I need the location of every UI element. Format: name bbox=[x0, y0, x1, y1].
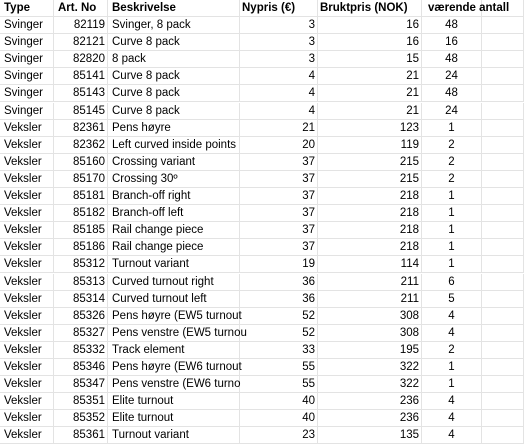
cell-nypris[interactable]: 36 bbox=[240, 274, 318, 290]
cell-beskrivelse[interactable]: Curve 8 pack bbox=[108, 34, 240, 50]
cell-antall[interactable]: 1 bbox=[422, 239, 482, 255]
empty-cell[interactable] bbox=[482, 325, 524, 341]
cell-nypris[interactable]: 3 bbox=[240, 51, 318, 67]
cell-bruktpris[interactable]: 308 bbox=[318, 325, 422, 341]
cell-art-no[interactable]: 85351 bbox=[54, 393, 108, 409]
cell-beskrivelse[interactable]: Pens venstre (EW5 turnou bbox=[108, 325, 240, 341]
cell-type[interactable]: Veksler bbox=[0, 376, 54, 392]
empty-cell[interactable] bbox=[482, 308, 524, 324]
cell-type[interactable]: Veksler bbox=[0, 325, 54, 341]
cell-antall[interactable]: 48 bbox=[422, 51, 482, 67]
table-row bbox=[0, 291, 524, 308]
cell-art-no[interactable]: 85327 bbox=[54, 325, 108, 341]
table-row bbox=[0, 359, 524, 376]
cell-type[interactable]: Veksler bbox=[0, 393, 54, 409]
cell-nypris[interactable]: 37 bbox=[240, 171, 318, 187]
cell-nypris[interactable]: 4 bbox=[240, 68, 318, 84]
cell-nypris[interactable]: 37 bbox=[240, 154, 318, 170]
header-nypris[interactable]: Nypris (€) bbox=[240, 0, 318, 16]
cell-type[interactable]: Veksler bbox=[0, 342, 54, 358]
empty-cell[interactable] bbox=[482, 0, 524, 16]
cell-art-no[interactable]: 85313 bbox=[54, 274, 108, 290]
cell-antall[interactable]: 1 bbox=[422, 222, 482, 238]
cell-antall[interactable]: 2 bbox=[422, 137, 482, 153]
cell-beskrivelse[interactable]: Curve 8 pack bbox=[108, 103, 240, 119]
cell-beskrivelse[interactable]: Pens høyre (EW5 turnout bbox=[108, 308, 240, 324]
cell-nypris[interactable]: 3 bbox=[240, 34, 318, 50]
empty-cell[interactable] bbox=[482, 85, 524, 101]
header-antall[interactable]: værende antall bbox=[422, 0, 482, 16]
table-row bbox=[0, 85, 524, 102]
cell-nypris[interactable]: 37 bbox=[240, 188, 318, 204]
cell-type[interactable]: Veksler bbox=[0, 171, 54, 187]
cell-antall[interactable]: 4 bbox=[422, 393, 482, 409]
cell-antall[interactable]: 2 bbox=[422, 171, 482, 187]
cell-bruktpris[interactable]: 218 bbox=[318, 205, 422, 221]
cell-type[interactable]: Svinger bbox=[0, 85, 54, 101]
cell-nypris[interactable]: 36 bbox=[240, 291, 318, 307]
cell-art-no[interactable]: 85314 bbox=[54, 291, 108, 307]
table-row bbox=[0, 325, 524, 342]
header-row bbox=[0, 0, 524, 17]
cell-bruktpris[interactable]: 218 bbox=[318, 222, 422, 238]
cell-antall[interactable]: 6 bbox=[422, 274, 482, 290]
cell-beskrivelse[interactable]: Branch-off left bbox=[108, 205, 240, 221]
cell-bruktpris[interactable]: 322 bbox=[318, 376, 422, 392]
cell-beskrivelse[interactable]: Curve 8 pack bbox=[108, 85, 240, 101]
cell-bruktpris[interactable]: 211 bbox=[318, 274, 422, 290]
cell-nypris[interactable]: 20 bbox=[240, 137, 318, 153]
cell-art-no[interactable]: 85170 bbox=[54, 171, 108, 187]
cell-beskrivelse[interactable]: Crossing variant bbox=[108, 154, 240, 170]
table-row bbox=[0, 137, 524, 154]
cell-antall[interactable]: 24 bbox=[422, 68, 482, 84]
cell-bruktpris[interactable]: 123 bbox=[318, 120, 422, 136]
cell-art-no[interactable]: 85312 bbox=[54, 256, 108, 272]
cell-type[interactable]: Svinger bbox=[0, 68, 54, 84]
cell-bruktpris[interactable]: 21 bbox=[318, 68, 422, 84]
cell-art-no[interactable]: 85346 bbox=[54, 359, 108, 375]
cell-type[interactable]: Veksler bbox=[0, 137, 54, 153]
cell-bruktpris[interactable]: 211 bbox=[318, 291, 422, 307]
cell-art-no[interactable]: 82362 bbox=[54, 137, 108, 153]
table-row bbox=[0, 308, 524, 325]
empty-cell[interactable] bbox=[482, 205, 524, 221]
cell-art-no[interactable]: 85361 bbox=[54, 427, 108, 443]
empty-cell[interactable] bbox=[482, 222, 524, 238]
cell-beskrivelse[interactable]: Curved turnout left bbox=[108, 291, 240, 307]
table-row bbox=[0, 154, 524, 171]
cell-beskrivelse[interactable]: Pens høyre (EW6 turnout bbox=[108, 359, 240, 375]
cell-bruktpris[interactable]: 119 bbox=[318, 137, 422, 153]
table-row bbox=[0, 103, 524, 120]
cell-art-no[interactable]: 85143 bbox=[54, 85, 108, 101]
cell-art-no[interactable]: 82121 bbox=[54, 34, 108, 50]
cell-antall[interactable]: 1 bbox=[422, 188, 482, 204]
cell-art-no[interactable]: 85141 bbox=[54, 68, 108, 84]
cell-bruktpris[interactable]: 21 bbox=[318, 85, 422, 101]
empty-cell[interactable] bbox=[482, 393, 524, 409]
cell-bruktpris[interactable]: 16 bbox=[318, 17, 422, 33]
cell-art-no[interactable]: 82820 bbox=[54, 51, 108, 67]
table-row bbox=[0, 188, 524, 205]
empty-cell[interactable] bbox=[482, 103, 524, 119]
table-row bbox=[0, 376, 524, 393]
cell-beskrivelse[interactable]: Turnout variant bbox=[108, 256, 240, 272]
cell-beskrivelse[interactable]: Rail change piece bbox=[108, 222, 240, 238]
table-row bbox=[0, 410, 524, 427]
cell-beskrivelse[interactable]: Crossing 30º bbox=[108, 171, 240, 187]
table-row bbox=[0, 34, 524, 51]
cell-type[interactable]: Svinger bbox=[0, 103, 54, 119]
cell-nypris[interactable]: 19 bbox=[240, 256, 318, 272]
cell-antall[interactable]: 2 bbox=[422, 342, 482, 358]
cell-nypris[interactable]: 40 bbox=[240, 393, 318, 409]
empty-cell[interactable] bbox=[482, 17, 524, 33]
table-row bbox=[0, 239, 524, 256]
cell-type[interactable]: Veksler bbox=[0, 222, 54, 238]
cell-bruktpris[interactable]: 15 bbox=[318, 51, 422, 67]
cell-nypris[interactable]: 37 bbox=[240, 205, 318, 221]
cell-beskrivelse[interactable]: Track element bbox=[108, 342, 240, 358]
cell-type[interactable]: Svinger bbox=[0, 51, 54, 67]
table-row bbox=[0, 120, 524, 137]
empty-cell[interactable] bbox=[482, 359, 524, 375]
cell-beskrivelse[interactable]: Curve 8 pack bbox=[108, 68, 240, 84]
cell-bruktpris[interactable]: 215 bbox=[318, 154, 422, 170]
cell-beskrivelse[interactable]: Rail change piece bbox=[108, 239, 240, 255]
cell-art-no[interactable]: 85332 bbox=[54, 342, 108, 358]
cell-antall[interactable]: 4 bbox=[422, 427, 482, 443]
cell-type[interactable]: Veksler bbox=[0, 239, 54, 255]
cell-antall[interactable]: 48 bbox=[422, 85, 482, 101]
header-type[interactable]: Type bbox=[0, 0, 54, 16]
cell-art-no[interactable]: 85347 bbox=[54, 376, 108, 392]
cell-type[interactable]: Veksler bbox=[0, 256, 54, 272]
empty-cell[interactable] bbox=[482, 291, 524, 307]
table-row bbox=[0, 393, 524, 410]
cell-art-no[interactable]: 85186 bbox=[54, 239, 108, 255]
cell-beskrivelse[interactable]: 8 pack bbox=[108, 51, 240, 67]
cell-beskrivelse[interactable]: Branch-off right bbox=[108, 188, 240, 204]
cell-nypris[interactable]: 55 bbox=[240, 359, 318, 375]
table-row bbox=[0, 222, 524, 239]
empty-cell[interactable] bbox=[482, 68, 524, 84]
cell-nypris[interactable]: 40 bbox=[240, 410, 318, 426]
cell-nypris[interactable]: 52 bbox=[240, 325, 318, 341]
cell-antall[interactable]: 2 bbox=[422, 154, 482, 170]
cell-nypris[interactable]: 55 bbox=[240, 376, 318, 392]
cell-art-no[interactable]: 85185 bbox=[54, 222, 108, 238]
cell-bruktpris[interactable]: 215 bbox=[318, 171, 422, 187]
empty-cell[interactable] bbox=[482, 239, 524, 255]
cell-bruktpris[interactable]: 218 bbox=[318, 239, 422, 255]
cell-bruktpris[interactable]: 16 bbox=[318, 34, 422, 50]
cell-antall[interactable]: 4 bbox=[422, 325, 482, 341]
cell-antall[interactable]: 24 bbox=[422, 103, 482, 119]
table-row bbox=[0, 51, 524, 68]
table-row bbox=[0, 274, 524, 291]
cell-art-no[interactable]: 82119 bbox=[54, 17, 108, 33]
cell-antall[interactable]: 1 bbox=[422, 359, 482, 375]
cell-antall[interactable]: 1 bbox=[422, 256, 482, 272]
cell-bruktpris[interactable]: 322 bbox=[318, 359, 422, 375]
cell-art-no[interactable]: 85181 bbox=[54, 188, 108, 204]
cell-nypris[interactable]: 52 bbox=[240, 308, 318, 324]
cell-type[interactable]: Veksler bbox=[0, 308, 54, 324]
cell-nypris[interactable]: 4 bbox=[240, 103, 318, 119]
cell-beskrivelse[interactable]: Pens venstre (EW6 turno bbox=[108, 376, 240, 392]
cell-bruktpris[interactable]: 236 bbox=[318, 410, 422, 426]
cell-art-no[interactable]: 82361 bbox=[54, 120, 108, 136]
cell-type[interactable]: Veksler bbox=[0, 427, 54, 443]
empty-cell[interactable] bbox=[482, 137, 524, 153]
header-art-no[interactable]: Art. No bbox=[54, 0, 108, 16]
table-row bbox=[0, 256, 524, 273]
cell-antall[interactable]: 1 bbox=[422, 376, 482, 392]
table-row bbox=[0, 68, 524, 85]
cell-beskrivelse[interactable]: Curved turnout right bbox=[108, 274, 240, 290]
empty-cell[interactable] bbox=[482, 274, 524, 290]
cell-beskrivelse[interactable]: Turnout variant bbox=[108, 427, 240, 443]
empty-cell[interactable] bbox=[482, 342, 524, 358]
table-row bbox=[0, 17, 524, 34]
header-beskrivelse[interactable]: Beskrivelse bbox=[108, 0, 240, 16]
empty-cell[interactable] bbox=[482, 51, 524, 67]
cell-art-no[interactable]: 85326 bbox=[54, 308, 108, 324]
empty-cell[interactable] bbox=[482, 120, 524, 136]
cell-nypris[interactable]: 4 bbox=[240, 85, 318, 101]
table-row bbox=[0, 171, 524, 188]
empty-cell[interactable] bbox=[482, 376, 524, 392]
cell-nypris[interactable]: 23 bbox=[240, 427, 318, 443]
cell-beskrivelse[interactable]: Elite turnout bbox=[108, 393, 240, 409]
cell-nypris[interactable]: 3 bbox=[240, 17, 318, 33]
cell-antall[interactable]: 5 bbox=[422, 291, 482, 307]
cell-type[interactable]: Veksler bbox=[0, 188, 54, 204]
cell-nypris[interactable]: 21 bbox=[240, 120, 318, 136]
cell-bruktpris[interactable]: 218 bbox=[318, 188, 422, 204]
cell-antall[interactable]: 16 bbox=[422, 34, 482, 50]
cell-type[interactable]: Svinger bbox=[0, 34, 54, 50]
cell-nypris[interactable]: 37 bbox=[240, 239, 318, 255]
cell-type[interactable]: Veksler bbox=[0, 274, 54, 290]
cell-nypris[interactable]: 33 bbox=[240, 342, 318, 358]
cell-bruktpris[interactable]: 114 bbox=[318, 256, 422, 272]
cell-type[interactable]: Veksler bbox=[0, 410, 54, 426]
cell-type[interactable]: Veksler bbox=[0, 291, 54, 307]
cell-art-no[interactable]: 85145 bbox=[54, 103, 108, 119]
empty-cell[interactable] bbox=[482, 171, 524, 187]
cell-type[interactable]: Veksler bbox=[0, 154, 54, 170]
cell-type[interactable]: Veksler bbox=[0, 205, 54, 221]
empty-cell[interactable] bbox=[482, 34, 524, 50]
cell-bruktpris[interactable]: 308 bbox=[318, 308, 422, 324]
table-row bbox=[0, 427, 524, 444]
cell-beskrivelse[interactable]: Elite turnout bbox=[108, 410, 240, 426]
empty-cell[interactable] bbox=[482, 154, 524, 170]
cell-art-no[interactable]: 85352 bbox=[54, 410, 108, 426]
cell-art-no[interactable]: 85182 bbox=[54, 205, 108, 221]
empty-cell[interactable] bbox=[482, 410, 524, 426]
cell-type[interactable]: Veksler bbox=[0, 120, 54, 136]
table-row bbox=[0, 342, 524, 359]
cell-nypris[interactable]: 37 bbox=[240, 222, 318, 238]
cell-beskrivelse[interactable]: Pens høyre bbox=[108, 120, 240, 136]
cell-beskrivelse[interactable]: Left curved inside points bbox=[108, 137, 240, 153]
cell-bruktpris[interactable]: 236 bbox=[318, 393, 422, 409]
cell-bruktpris[interactable]: 195 bbox=[318, 342, 422, 358]
cell-art-no[interactable]: 85160 bbox=[54, 154, 108, 170]
cell-antall[interactable]: 4 bbox=[422, 308, 482, 324]
cell-bruktpris[interactable]: 21 bbox=[318, 103, 422, 119]
cell-antall[interactable]: 4 bbox=[422, 410, 482, 426]
cell-antall[interactable]: 48 bbox=[422, 17, 482, 33]
cell-antall[interactable]: 1 bbox=[422, 205, 482, 221]
empty-cell[interactable] bbox=[482, 188, 524, 204]
cell-beskrivelse[interactable]: Svinger, 8 pack bbox=[108, 17, 240, 33]
cell-type[interactable]: Svinger bbox=[0, 17, 54, 33]
cell-bruktpris[interactable]: 135 bbox=[318, 427, 422, 443]
cell-antall[interactable]: 1 bbox=[422, 120, 482, 136]
table-row bbox=[0, 205, 524, 222]
empty-cell[interactable] bbox=[482, 427, 524, 443]
header-bruktpris[interactable]: Bruktpris (NOK) bbox=[318, 0, 422, 16]
cell-type[interactable]: Veksler bbox=[0, 359, 54, 375]
empty-cell[interactable] bbox=[482, 256, 524, 272]
